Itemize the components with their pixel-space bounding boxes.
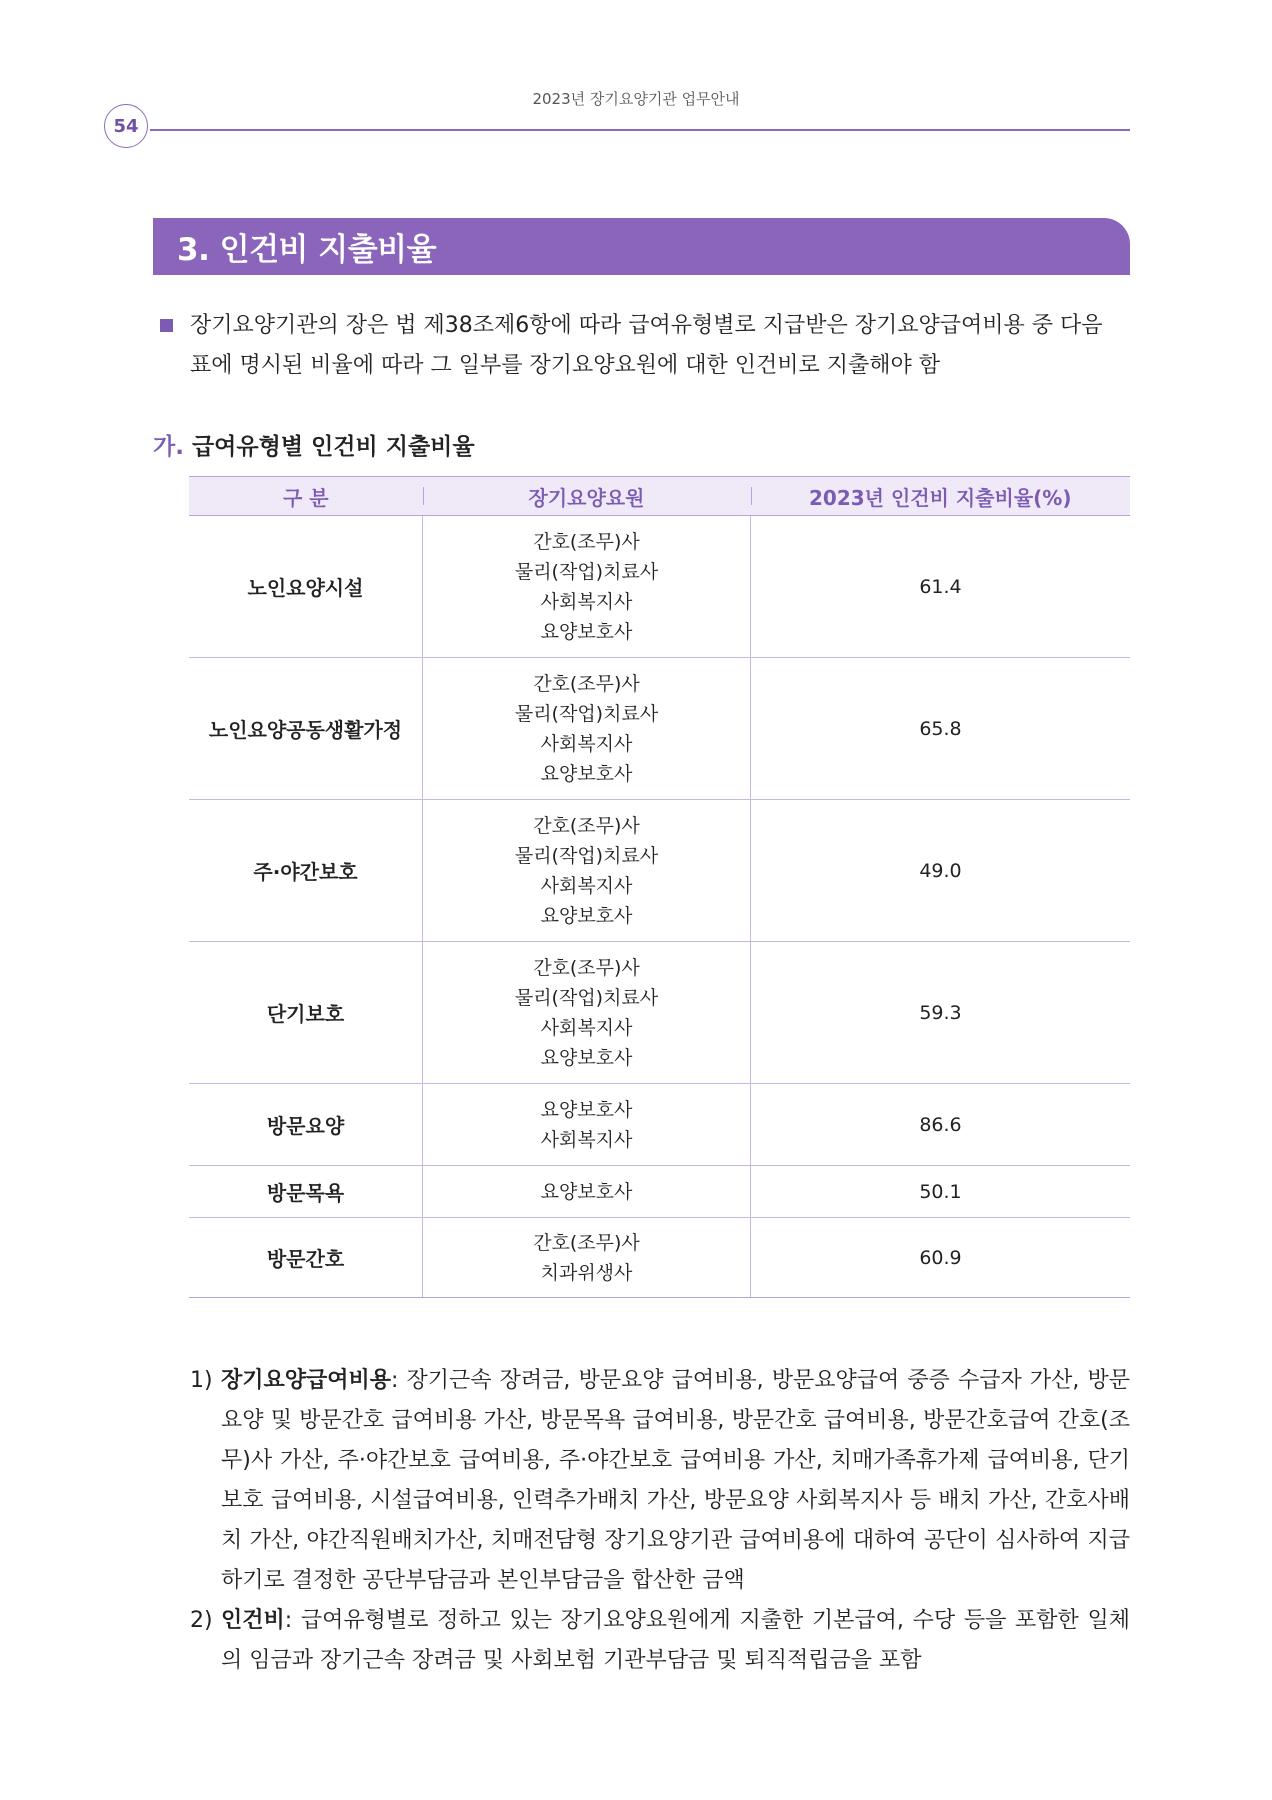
cell-ratio: 59.3 [751, 942, 1131, 1084]
table-row [189, 516, 1130, 658]
cell-staff [423, 800, 751, 942]
staff-role: 요양보호사 [540, 1180, 633, 1203]
cell-benefit-type: 노인요양시설 [189, 516, 423, 658]
cell-ratio: 65.8 [751, 658, 1131, 800]
staff-role: 사회복지사 [540, 874, 633, 897]
table-row [189, 1084, 1130, 1166]
staff-role: 사회복지사 [540, 590, 633, 613]
subsection-title: 급여유형별 인건비 지출비율 [191, 434, 475, 460]
column-header-ratio: 2023년 인건비 지출비율(%) [751, 477, 1131, 516]
intro-paragraph [160, 306, 1130, 386]
staff-role: 사회복지사 [540, 1128, 633, 1151]
cell-benefit-type: 노인요양공동생활가정 [189, 658, 423, 800]
cell-benefit-type: 방문요양 [189, 1084, 423, 1166]
cell-staff [423, 942, 751, 1084]
staff-role: 간호(조무)사 [533, 1231, 640, 1254]
cell-staff [423, 516, 751, 658]
subsection-marker: 가. [153, 434, 184, 460]
staff-role: 물리(작업)치료사 [514, 560, 659, 583]
staff-role: 사회복지사 [540, 732, 633, 755]
staff-role: 물리(작업)치료사 [514, 844, 659, 867]
column-header-staff: 장기요양요원 [423, 477, 751, 516]
staff-role: 요양보호사 [540, 1046, 633, 1069]
footnote-term: 인건비 [221, 1608, 285, 1633]
cell-ratio: 61.4 [751, 516, 1131, 658]
footnote-number: 1) [190, 1368, 213, 1393]
footnote-1 [190, 1361, 1130, 1601]
table-row [189, 942, 1130, 1084]
cell-ratio: 50.1 [751, 1166, 1131, 1218]
staff-role: 요양보호사 [540, 1098, 633, 1121]
footnotes [190, 1361, 1130, 1681]
cell-staff [423, 1084, 751, 1166]
staff-role: 간호(조무)사 [533, 956, 640, 979]
staff-role: 물리(작업)치료사 [514, 702, 659, 725]
cell-ratio: 86.6 [751, 1084, 1131, 1166]
table-row [189, 800, 1130, 942]
staff-role: 간호(조무)사 [533, 672, 640, 695]
footnote-text: : 급여유형별로 정하고 있는 장기요양요원에게 지출한 기본급여, 수당 등을 포함한 일체의 임금과 장기근속 장려금 및 사회보험 기관부담금 및 퇴직적립금을 포함 [221, 1608, 1130, 1673]
cell-benefit-type: 주·야간보호 [189, 800, 423, 942]
footnote-text: : 장기근속 장려금, 방문요양 급여비용, 방문요양급여 중증 수급자 가산, 방문요양 및 방문간호 급여비용 가산, 방문목욕 급여비용, 방문간호 급여비용, 방문간호급여 간호(조무)사 가산, 주·야간보호 급여비용, 주·야간보호 급여비용 가산, 치매가족휴가제 급여비용, 단기보호 급여비용, 시설급여비용, 인력추가배치 가산, 방문요양 사회복지사 등 배치 가산, 간호사배치 가산, 야간직원배치가산, 치매전담형 장기요양기관 급여비용에 대하여 공단이 심사하여 지급하기로 결정한 공단부담금과 본인부담금을 합산한 금액 [221, 1368, 1130, 1593]
section-title: 3. 인건비 지출비율 [177, 232, 437, 268]
staff-role: 요양보호사 [540, 904, 633, 927]
footnote-number: 2) [190, 1608, 213, 1633]
table-header-row [189, 477, 1130, 516]
staff-role: 사회복지사 [540, 1016, 633, 1039]
staff-role: 간호(조무)사 [533, 814, 640, 837]
personnel-ratio-table [189, 476, 1130, 1298]
section-title-bar [153, 218, 1130, 275]
footnote-term: 장기요양급여비용 [221, 1368, 392, 1393]
square-bullet-icon [160, 319, 173, 332]
staff-role: 치과위생사 [540, 1261, 633, 1284]
table-row [189, 1166, 1130, 1218]
cell-benefit-type: 방문간호 [189, 1218, 423, 1298]
table-body [189, 516, 1130, 1298]
cell-staff [423, 1166, 751, 1218]
cell-benefit-type: 단기보호 [189, 942, 423, 1084]
column-header-category: 구 분 [189, 477, 423, 516]
table-row [189, 658, 1130, 800]
staff-role: 요양보호사 [540, 620, 633, 643]
cell-staff [423, 1218, 751, 1298]
staff-role: 물리(작업)치료사 [514, 986, 659, 1009]
header-divider [150, 129, 1130, 131]
subsection-heading [153, 428, 475, 461]
staff-role: 요양보호사 [540, 762, 633, 785]
footnote-2 [190, 1601, 1130, 1681]
staff-role: 간호(조무)사 [533, 530, 640, 553]
table-row [189, 1218, 1130, 1298]
cell-ratio: 49.0 [751, 800, 1131, 942]
running-header: 2023년 장기요양기관 업무안내 [532, 90, 740, 108]
cell-benefit-type: 방문목욕 [189, 1166, 423, 1218]
cell-staff [423, 658, 751, 800]
intro-text: 장기요양기관의 장은 법 제38조제6항에 따라 급여유형별로 지급받은 장기요양급여비용 중 다음 표에 명시된 비율에 따라 그 일부를 장기요양요원에 대한 인건비로 지출해야 함 [190, 313, 1103, 378]
cell-ratio: 60.9 [751, 1218, 1131, 1298]
page-number: 54 [104, 104, 148, 148]
